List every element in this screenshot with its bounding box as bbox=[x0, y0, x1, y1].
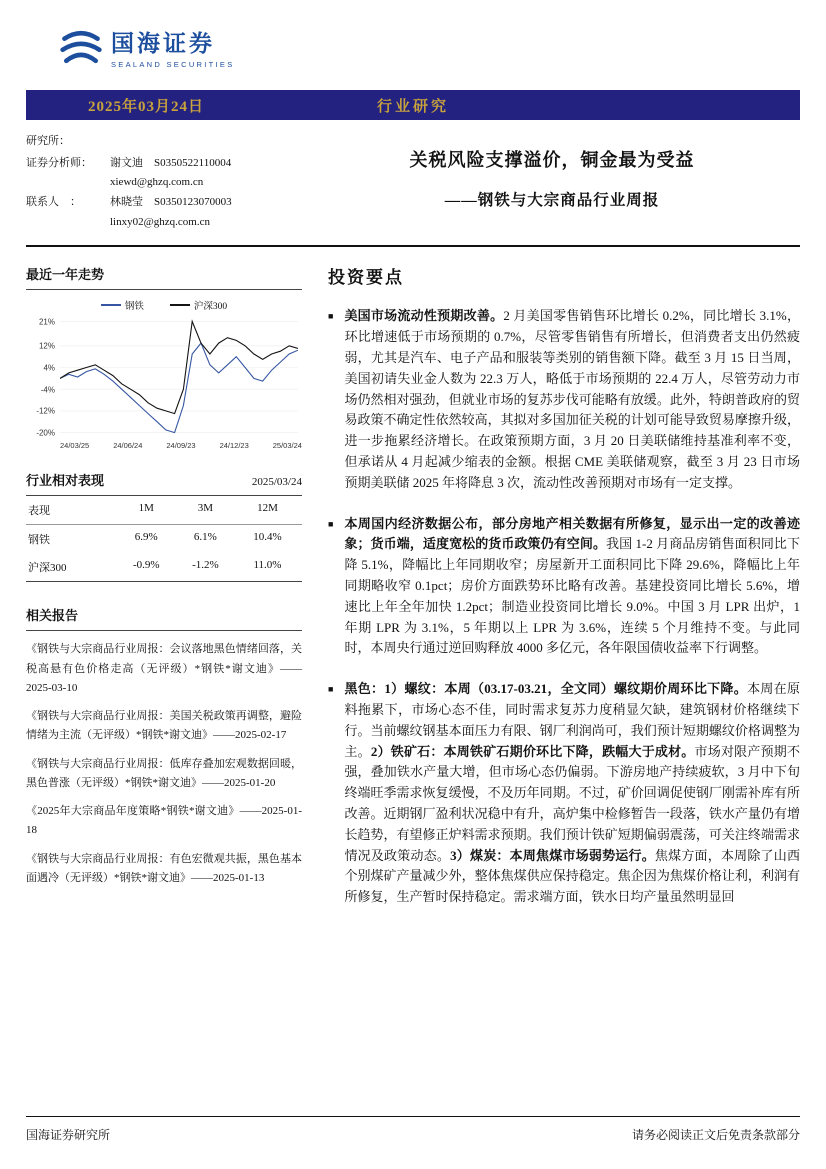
bullet-item bbox=[328, 679, 800, 908]
table-header-cell: 1M bbox=[138, 502, 154, 515]
reports-section-title: 相关报告 bbox=[26, 602, 302, 631]
bullet-list bbox=[328, 306, 800, 908]
row-value: 10.4% bbox=[253, 531, 282, 544]
brand-text bbox=[111, 25, 235, 69]
sidebar bbox=[26, 261, 302, 1121]
row-label: 沪深300 bbox=[28, 562, 67, 575]
analyst-email: xiewd@ghzq.com.cn bbox=[110, 176, 204, 189]
bullet-body-text: 2 月美国零售销售环比增长 0.2%，同比增长 3.1%，环比增速低于市场预期的 0.7%，尽管零售销售有所增长，但消费者支出仍然疲弱，尤其是汽车、电子产品和服装等类别的销售额下降。截至 3 月 15 日当周，美国初请失业金人数为 22.3 万人，略低于市场预期的 22.4 万人，尽管劳动力市场仍然相对强劲，但就业市场的复苏步伐可能略有放缓。此外，特朗普政府的贸易政策不确定性依然较高，其拟对多国加征关税的计划可能导致贸易摩擦升级，进一步拖累经济增长。在政策预期方面，3 月 20 日美联储维持基准利率不变，但承诺从 4 月起减少缩表的金额。根据 CME 美联储观察，截至 3 月 23 日市场预期美联储 2025 年将降息 3 次，流动性改善预期对市场有一定支撑。 bbox=[344, 308, 800, 490]
table-row bbox=[26, 553, 302, 581]
relative-performance-date: 2025/03/24 bbox=[251, 476, 302, 489]
y-axis-tick: 21% bbox=[38, 317, 55, 327]
bullet-lead-text: 美国市场流动性预期改善。 bbox=[344, 308, 504, 324]
analyst-block bbox=[26, 132, 304, 231]
bullet-body-text: 焦煤方面，本周除了山西个别煤矿产量减少外，整体焦煤供应保持稳定。焦企因为焦煤价格让利，利润有所修复，生产暂时保持稳定。需求端方面，铁水日均产量虽然明显回 bbox=[344, 847, 800, 905]
legend-item bbox=[101, 298, 144, 312]
x-axis-tick: 24/06/24 bbox=[113, 441, 143, 451]
table-header-row bbox=[26, 496, 302, 525]
row-label: 钢铁 bbox=[28, 534, 50, 547]
legend-swatch bbox=[101, 304, 121, 306]
brand-header bbox=[58, 0, 800, 70]
report-header bbox=[26, 132, 800, 231]
trend-section-title: 最近一年走势 bbox=[26, 261, 302, 290]
bullet-item bbox=[328, 514, 800, 660]
footer-disclaimer: 请务必阅读正文后免责条款部分 bbox=[631, 1128, 800, 1142]
row-value: 6.1% bbox=[193, 531, 217, 544]
report-category: 行业研究 bbox=[376, 98, 450, 115]
report-title: 关税风险支撑溢价，铜金最为受益 bbox=[409, 150, 695, 170]
performance-table bbox=[26, 496, 302, 582]
analyst-id: S0350522110004 bbox=[154, 156, 232, 169]
analyst-label: 证券分析师： bbox=[26, 156, 92, 169]
legend-label: 沪深300 bbox=[193, 302, 228, 313]
bullet-square-icon: ■ bbox=[328, 311, 334, 322]
report-item: 《钢铁与大宗商品行业周报：有色宏微观共振，黑色基本面遇冷（无评级）*钢铁*谢文迪》——2025-01-13 bbox=[26, 852, 302, 884]
table-row bbox=[26, 525, 302, 553]
row-value: 6.9% bbox=[134, 531, 158, 544]
y-axis-tick: 4% bbox=[43, 363, 55, 373]
bullet-lead-text: 黑色：1）螺纹：本周（03.17-03.21，全文同）螺纹期价周环比下降。 bbox=[344, 681, 748, 697]
bullet-square-icon: ■ bbox=[328, 684, 334, 695]
row-value: 11.0% bbox=[253, 559, 282, 572]
row-value: -0.9% bbox=[132, 559, 160, 572]
report-date: 2025年03月24日 bbox=[88, 98, 205, 115]
table-header-cell: 3M bbox=[197, 502, 214, 515]
brand-logo-icon bbox=[58, 24, 104, 70]
report-body bbox=[26, 261, 800, 1121]
report-list bbox=[26, 640, 302, 888]
brand-name: 国海证券 bbox=[111, 30, 215, 56]
institute-label: 研究所： bbox=[26, 135, 70, 147]
legend-label: 钢铁 bbox=[124, 302, 144, 313]
row-value: -1.2% bbox=[192, 559, 219, 572]
bullet-text bbox=[344, 514, 800, 660]
y-axis-tick: -20% bbox=[36, 428, 55, 438]
x-axis-tick: 24/09/23 bbox=[166, 441, 196, 451]
bullet-text bbox=[344, 306, 800, 493]
page-footer bbox=[26, 1116, 800, 1143]
contact-name-id bbox=[110, 193, 304, 212]
chart-y-axis bbox=[26, 316, 60, 438]
report-item: 《钢铁与大宗商品行业周报：低库存叠加宏观数据回暖，黑色普涨（无评级）*钢铁*谢文迪》——2025-01-20 bbox=[26, 757, 302, 789]
chart-x-axis bbox=[26, 441, 302, 450]
analyst-name-id bbox=[110, 154, 304, 173]
bullet-body-text: 我国 1-2 月商品房销售面积同比下降 5.1%，降幅比上年同期收窄；房屋新开工面积同比下降 29.6%，降幅比上年同期略收窄 0.1pct；房价方面跌势环比略有改善。基建投资同比增长 5.6%，增速比上年全年加快 1.2pct；制造业投资同比增长 9.0%。中国 3 月 LPR 出炉，1 年期 LPR 为 3.1%，5 年期以上 LPR 为 3.6%，连续 5 个月维持不变。与此同时，本周央行通过逆回购释放 4000 多亿元，各年限国债收益率下行调整。 bbox=[344, 536, 800, 656]
bullet-body-text: 市场对限产预期不强，叠加铁水产量大增，但市场心态仍偏弱。下游房地产持续疲软，3 月中下旬终端旺季需求恢复缓慢，不及历年同期。不过，矿价回调促使钢厂刚需补库有所改善。近期钢厂盈利状况稳中有升，高炉集中检修暂告一段落，铁水产量仍有增长趋势，有望修正炉料需求预期。我们预计铁矿短期偏弱震荡，可关注终端需求情况及政策动态。 bbox=[344, 743, 800, 863]
analyst-name: 谢文迪 bbox=[110, 156, 143, 169]
bullet-square-icon: ■ bbox=[328, 518, 334, 529]
header-divider bbox=[26, 245, 800, 247]
report-subtitle: ——钢铁与大宗商品行业周报 bbox=[444, 192, 660, 209]
table-body bbox=[26, 525, 302, 581]
contact-name: 林晓莹 bbox=[110, 196, 143, 209]
bullet-lead-text: 2）铁矿石：本周铁矿石期价环比下降，跌幅大于成材。 bbox=[370, 743, 695, 759]
x-axis-tick: 24/12/23 bbox=[219, 441, 249, 451]
relative-performance-header bbox=[26, 466, 302, 496]
contact-email: linxy02@ghzq.com.cn bbox=[110, 215, 210, 228]
bullet-body-text: 本周在原料拖累下，市场心态不佳，同时需求复苏力度稍显欠缺，建筑钢材价格继续下行。当前螺纹钢基本面压力有限、钢厂利润尚可，我们预计短期螺纹价格调整为主。 bbox=[344, 681, 800, 759]
y-axis-tick: -12% bbox=[36, 406, 55, 416]
main-column bbox=[328, 261, 800, 1121]
x-axis-tick: 25/03/24 bbox=[272, 441, 302, 451]
bullet-text bbox=[344, 679, 800, 908]
legend-swatch bbox=[170, 304, 190, 306]
y-axis-tick: 12% bbox=[38, 341, 55, 351]
chart-plot bbox=[26, 316, 302, 438]
bullet-lead-text: 3）煤炭：本周焦煤市场弱势运行。 bbox=[450, 847, 655, 863]
category-bar bbox=[26, 90, 800, 120]
bullet-lead-text: 本周国内经济数据公布，部分房地产相关数据有所修复，显示出一定的改善迹象；货币端，适度宽松的货币政策仍有空间。 bbox=[344, 515, 800, 552]
trend-chart bbox=[26, 298, 302, 450]
report-item: 《钢铁与大宗商品行业周报：会议落地黑色情绪回落，关税高悬有色价格走高（无评级）*钢铁*谢文迪》——2025-03-10 bbox=[26, 643, 302, 694]
bullet-item bbox=[328, 306, 800, 493]
table-header-cell: 12M bbox=[257, 502, 278, 515]
report-item: 《2025年大宗商品年度策略*钢铁*谢文迪》——2025-01-18 bbox=[26, 805, 302, 837]
contact-id: S0350123070003 bbox=[154, 196, 232, 209]
brand-name-en: SEALAND SECURITIES bbox=[111, 60, 235, 69]
report-item: 《钢铁与大宗商品行业周报：美国关税政策再调整，避险情绪为主流（无评级）*钢铁*谢文迪》——2025-02-17 bbox=[26, 710, 302, 742]
table-header-cell: 表现 bbox=[28, 505, 50, 518]
contact-label: 联系人 ： bbox=[26, 196, 81, 209]
y-axis-tick: -4% bbox=[40, 385, 55, 395]
legend-item bbox=[170, 298, 227, 312]
title-block bbox=[304, 132, 800, 231]
chart-legend bbox=[26, 298, 302, 312]
footer-institute: 国海证券研究所 bbox=[26, 1128, 111, 1142]
x-axis-tick: 24/03/25 bbox=[60, 441, 90, 451]
trend-chart-svg bbox=[60, 316, 298, 438]
series-line bbox=[60, 344, 298, 434]
section-title: 投资要点 bbox=[328, 268, 404, 288]
relative-performance-title: 行业相对表现 bbox=[26, 473, 105, 489]
